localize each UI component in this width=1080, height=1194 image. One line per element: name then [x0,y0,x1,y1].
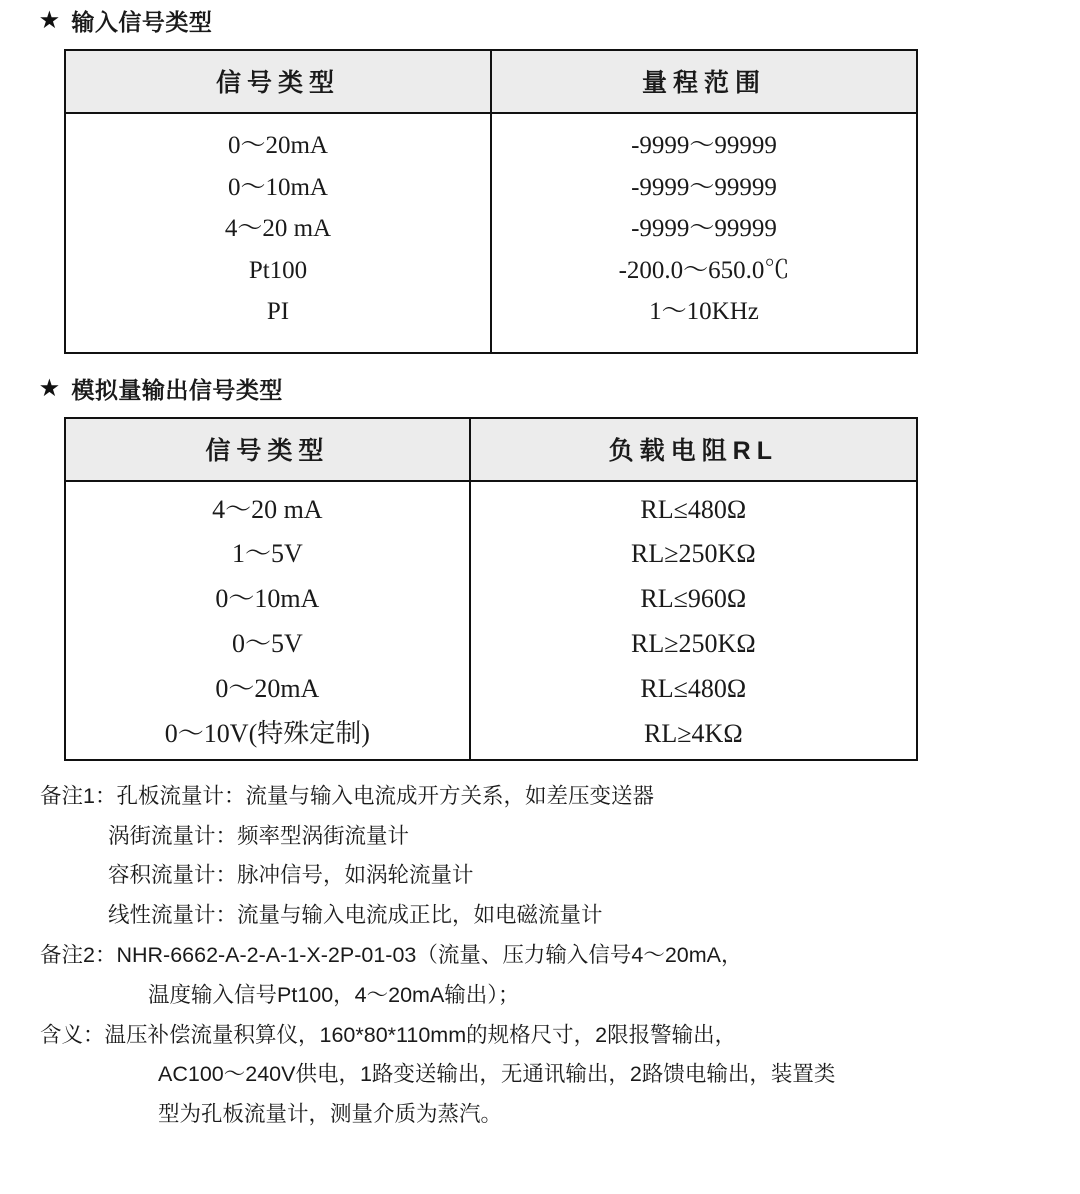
cell-range: 1～10KHz [649,298,759,325]
table-row [65,250,917,292]
cell-signal-type: 0～20mA [65,113,491,167]
section-heading-analog-output [40,372,1040,405]
cell-load-resistance: RL≤480Ω [640,674,747,704]
table-row [65,113,917,167]
section-title-text: 模拟量输出信号类型 [71,376,283,403]
note-line: AC100～240V供电，1路变送输出，无通讯输出，2路馈电输出，装置类 [158,1062,836,1087]
cell-range: -9999～99999 [631,132,777,159]
note-line: 涡街流量计：频率型涡街流量计 [108,823,410,848]
table-header-row [65,50,917,113]
cell-range: -9999～99999 [631,215,777,242]
cell-load-resistance: RL≥250KΩ [631,629,756,659]
note-line: 备注1：孔板流量计：流量与输入电流成开方关系，如差压变送器 [40,783,654,808]
table-row [65,291,917,353]
cell-signal-type: 0～10mA [65,577,470,622]
cell-load-resistance: RL≥250KΩ [631,539,756,569]
column-header-load-resistance: 负载电阻RL [470,418,917,481]
cell-signal-type: Pt100 [65,250,491,292]
cell-signal-type: 0～10mA [65,167,491,209]
table-row [65,167,917,209]
notes-block [40,777,1040,1135]
table-row [65,712,917,760]
star-bullet-icon: ★ [40,376,60,400]
table-analog-output-types [64,417,918,761]
table-input-signal-types [64,49,918,354]
cell-signal-type: 1～5V [65,532,470,577]
section-title-text: 输入信号类型 [71,9,213,35]
note-line: 型为孔板流量计，测量介质为蒸汽。 [158,1102,503,1127]
table-row [65,481,917,533]
note-line: 备注2：NHR-6662-A-2-A-1-X-2P-01-03（流量、压力输入信号4～20mA， [40,943,743,967]
note-line: 含义：温压补偿流量积算仪，160*80*110mm的规格尺寸，2限报警输出， [40,1022,737,1047]
note-line: 线性流量计：流量与输入电流成正比，如电磁流量计 [108,903,603,928]
cell-load-resistance: RL≤480Ω [640,494,747,524]
table-row [65,622,917,667]
table-row [65,208,917,250]
cell-range: -200.0～650.0℃ [618,256,790,284]
column-header-signal-type: 信号类型 [65,50,491,113]
cell-signal-type: 0～20mA [65,667,470,712]
note-line: 温度输入信号Pt100，4～20mA输出）； [148,982,520,1007]
column-header-range: 量程范围 [491,50,917,113]
column-header-signal-type: 信号类型 [65,418,470,481]
cell-signal-type: 0～10V(特殊定制) [65,712,470,760]
cell-range: -9999～99999 [631,173,777,201]
document-page [0,4,1080,1194]
cell-load-resistance: RL≤960Ω [640,584,747,614]
cell-signal-type: PI [65,291,491,353]
cell-load-resistance: RL≥4KΩ [644,719,743,749]
cell-signal-type: 0～5V [65,622,470,667]
cell-signal-type: 4～20 mA [65,208,491,250]
table-row [65,667,917,712]
section-heading-input-signal [40,4,1040,37]
table-row [65,532,917,577]
star-bullet-icon: ★ [40,9,60,32]
table-row [65,577,917,622]
cell-signal-type: 4～20 mA [65,481,470,533]
table-header-row [65,418,917,481]
note-line: 容积流量计：脉冲信号，如涡轮流量计 [108,863,474,888]
